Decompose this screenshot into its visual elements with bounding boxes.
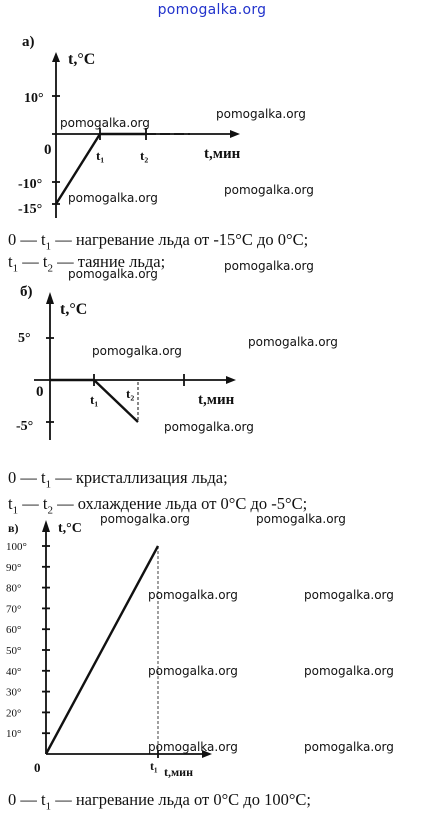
watermark: pomogalka.org	[256, 512, 346, 526]
x-axis-label-c: t,мин	[164, 765, 193, 779]
x-tick-label-a-t1: t₁	[96, 148, 105, 163]
y-tick-label-a-m15: -15°	[18, 202, 43, 217]
x-tick-label-a-t2: t₂	[140, 148, 149, 163]
y-tick-label-b-5: 5°	[18, 331, 31, 346]
watermark: pomogalka.org	[100, 512, 190, 526]
caption-b-line-2: $t_1$ — $t_2$ — охлаждение льда от 0°C до -5°C;	[8, 494, 308, 517]
caption-a-line-1: 0 — $t_1$ — нагревание льда от -15°C до 0°C;	[8, 230, 309, 253]
watermark: pomogalka.org	[164, 420, 254, 434]
watermark: pomogalka.org	[148, 588, 238, 602]
y-tick-label-c: 60°	[6, 624, 22, 637]
watermark: pomogalka.org	[148, 664, 238, 678]
y-tick-label-c: 90°	[6, 561, 22, 574]
watermark: pomogalka.org	[68, 267, 158, 281]
origin-label-a: 0	[44, 142, 52, 158]
x-axis-arrow-a	[230, 130, 240, 138]
caption-a-line-2: $t_1$ — $t_2$ — таяние льда;	[8, 252, 166, 275]
watermark: pomogalka.org	[224, 183, 314, 197]
watermark: pomogalka.org	[248, 335, 338, 349]
y-tick-label-c: 30°	[6, 686, 22, 699]
watermark: pomogalka.org	[304, 664, 394, 678]
y-axis-arrow-a	[52, 52, 60, 62]
y-axis-arrow-b	[46, 292, 54, 304]
watermark: pomogalka.org	[148, 740, 238, 754]
y-tick-label-a-10: 10°	[24, 91, 44, 106]
watermark: pomogalka.org	[216, 107, 306, 121]
watermark: pomogalka.org	[224, 259, 314, 273]
panel-label-c: в)	[8, 521, 19, 535]
watermark: pomogalka.org	[304, 740, 394, 754]
origin-label-c: 0	[34, 760, 41, 775]
x-tick-label-b-t2: t₂	[126, 386, 135, 401]
caption-c-line-1: 0 — $t_1$ — нагревание льда от 0°C до 100°C;	[8, 790, 312, 813]
y-ticks-c	[6, 541, 50, 740]
y-axis-label-a: t,°C	[68, 51, 96, 68]
watermark: pomogalka.org	[304, 588, 394, 602]
site-header-logo[interactable]: pomogalka.org	[157, 2, 267, 18]
y-tick-label-b-m5: -5°	[16, 419, 34, 434]
watermark: pomogalka.org	[68, 191, 158, 205]
y-tick-label-c: 80°	[6, 582, 22, 595]
y-axis-arrow-c	[42, 520, 50, 532]
y-tick-label-c: 10°	[6, 728, 22, 741]
y-axis-label-c: t,°C	[58, 521, 82, 536]
y-tick-label-c: 40°	[6, 665, 22, 678]
chart-a	[0, 22, 424, 252]
y-tick-label-c: 20°	[6, 707, 22, 720]
y-tick-label-c: 70°	[6, 603, 22, 616]
watermark: pomogalka.org	[92, 344, 182, 358]
origin-label-b: 0	[36, 384, 44, 400]
y-tick-label-c: 100°	[6, 541, 27, 553]
x-axis-arrow-b	[226, 376, 236, 384]
x-axis-label-a: t,мин	[204, 146, 241, 162]
y-tick-label-a-m10: -10°	[18, 177, 43, 192]
x-tick-label-b-t1: t₁	[90, 392, 99, 407]
x-axis-label-b: t,мин	[198, 392, 235, 408]
panel-label-a: а)	[22, 34, 35, 50]
y-tick-label-c: 50°	[6, 645, 22, 657]
y-axis-label-b: t,°C	[60, 301, 88, 318]
watermark: pomogalka.org	[60, 116, 150, 130]
caption-b-line-1: 0 — $t_1$ — кристаллизация льда;	[8, 468, 228, 491]
x-tick-label-c-t1: t₁	[150, 759, 158, 773]
series-line-c	[46, 546, 158, 754]
panel-label-b: б)	[20, 284, 33, 300]
